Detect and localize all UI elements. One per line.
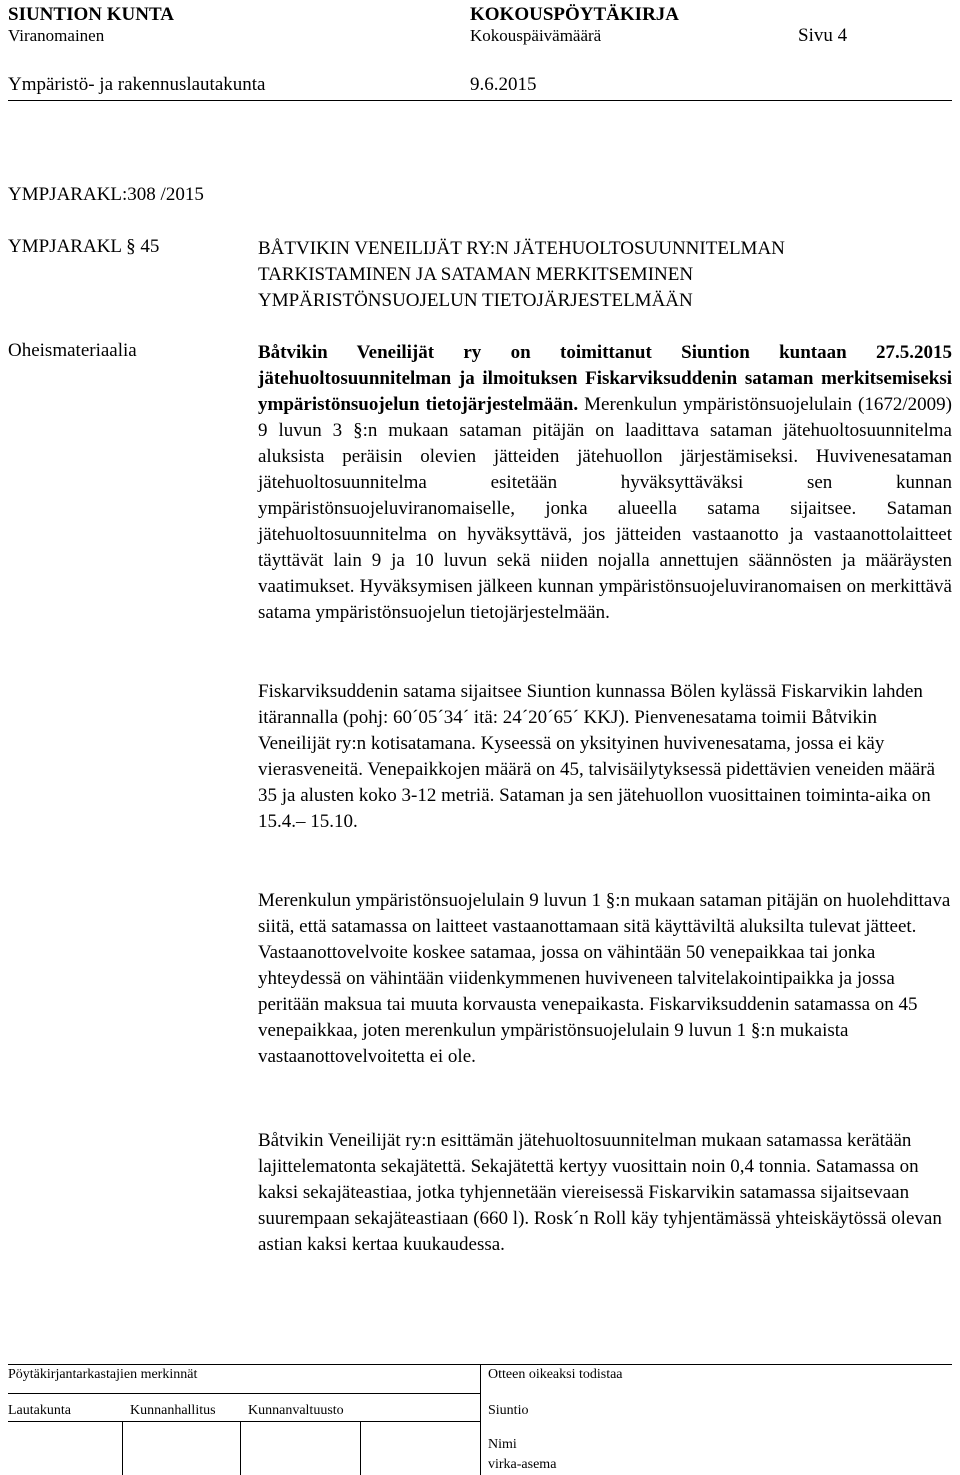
footer-place: Siuntio: [488, 1403, 529, 1418]
certified-label: Otteen oikeaksi todistaa: [488, 1367, 623, 1382]
footer-name-label: Nimi: [488, 1437, 517, 1452]
meeting-date-label: Kokouspäivämäärä: [470, 26, 602, 45]
footer-divider-mid: [8, 1393, 480, 1394]
document-body: [258, 340, 952, 626]
paragraph-1-text: Merenkulun ympäristönsuojelulain (1672/2009) 9 luvun 3 §:n mukaan sataman pitäjän on laadittava sataman jätehuoltosuunnitelma aluksista peräisin olevien jätteiden jätehuollon järjestämiseksi. Huvivenesataman jätehuoltosuunnitelma esitetään hyväksyttäväksi sen kunnan ympäristönsuojeluviranomaiselle, jonka alueella satama sijaitsee. Sataman jätehuoltosuunnitelma on hyväksyttävä, jos jätteiden vastaanotto ja vastaanottolaitteet täyttävät lain 9 ja 10 luvun sekä niiden nojalla annettujen säännösten ja määräysten vaatimukset. Hyväksymisen jälkeen kunnan ympäristönsuojeluviranomaisen on merkittävä satama ympäristönsuojelun tietojärjestelmään.: [258, 394, 952, 623]
footer-col-divider-3: [360, 1421, 361, 1475]
case-title-line: TARKISTAMINEN JA SATAMAN MERKITSEMINEN: [258, 264, 694, 285]
document-body-3: [258, 888, 952, 1070]
document-body-2: [258, 679, 952, 835]
footer-col-board: Lautakunta: [8, 1403, 71, 1418]
document-body-4: [258, 1128, 952, 1258]
footer-divider-vertical: [480, 1364, 481, 1475]
case-title: [258, 236, 785, 314]
paragraph-1-lead: Båtvikin Veneilijät ry on toimittanut Siuntion kuntaan 27.5.2015 jätehuoltosuunnitelman ja ilmoituksen Fiskarviksuddenin sataman merkitsemiseksi ympäristönsuojelun tietojärjestelmään.: [258, 342, 952, 415]
paragraph-4: Båtvikin Veneilijät ry:n esittämän jätehuoltosuunnitelman mukaan satamassa kerätään lajittelematonta sekajätettä. Sekajätettä kertyy vuosittain noin 0,4 tonnia. Satamassa on kaksi sekajäteastiaa, jotka tyhjennetään viereisessä Fiskarvikin satamassa sijaitsevaan suurempaan sekajäteastiaan (660 l). Rosk´n Roll käy tyhjentämässä yhteiskäytössä olevan astian kaksi kertaa kuukaudessa.: [258, 1130, 942, 1255]
municipality-name: SIUNTION KUNTA: [8, 4, 174, 25]
footer-col-divider-2: [240, 1421, 241, 1475]
header-divider: [8, 100, 952, 101]
reviewers-label: Pöytäkirjantarkastajien merkinnät: [8, 1367, 198, 1382]
paragraph-1: [258, 340, 952, 626]
document-type: KOKOUSPÖYTÄKIRJA: [470, 4, 680, 25]
attachments-label: Oheismateriaalia: [8, 340, 137, 361]
case-reference: YMPJARAKL:308 /2015: [8, 184, 204, 205]
case-title-line: YMPÄRISTÖNSUOJELUN TIETOJÄRJESTELMÄÄN: [258, 290, 693, 311]
section-number: YMPJARAKL § 45: [8, 236, 160, 257]
footer-divider-low: [8, 1421, 480, 1422]
footer-col-divider-1: [122, 1421, 123, 1475]
footer-col-assembly: Kunnanvaltuusto: [248, 1403, 344, 1418]
board-name: Ympäristö- ja rakennuslautakunta: [8, 74, 266, 95]
paragraph-3: Merenkulun ympäristönsuojelulain 9 luvun 1 §:n mukaan sataman pitäjän on huolehdittava siitä, että satamassa on laitteet vastaanottamaan sitä käyttäviltä aluksilta tulevat jätteet. Vastaanottovelvoite koskee satamaa, jossa on vähintään 50 venepaikkaa tai jonka yhteydessä on vähintään viidenkymmenen huviveneen talvitelakointipaikka ja jossa peritään maksua tai muuta korvausta venepaikasta. Fiskarviksuddenin satamassa on 45 venepaikkaa, joten merenkulun ympäristönsuojelulain 9 luvun 1 §:n mukaista vastaanottovelvoitetta ei ole.: [258, 890, 951, 1067]
page-number: Sivu 4: [798, 25, 848, 46]
paragraph-2: Fiskarviksuddenin satama sijaitsee Siuntion kunnassa Bölen kylässä Fiskarvikin lahden itärannalla (pohj: 60´05´34´ itä: 24´20´65´ KKJ). Pienvenesatama toimii Båtvikin Veneilijät ry:n kotisatamana. Kyseessä on yksityinen huvivenesatama, jossa ei käy vierasveneitä. Venepaikkojen määrä on 45, talvisäilytyksessä pidettävien veneiden määrä 35 ja alusten koko 3-12 metriä. Sataman ja sen jätehuollon vuosittainen toiminta-aika on 15.4.– 15.10.: [258, 681, 936, 832]
case-title-line: BÅTVIKIN VENEILIJÄT RY:N JÄTEHUOLTOSUUNNITELMAN: [258, 238, 785, 259]
footer-col-council: Kunnanhallitus: [130, 1403, 216, 1418]
authority-label: Viranomainen: [8, 26, 105, 45]
footer-title-label: virka-asema: [488, 1457, 557, 1472]
meeting-date: 9.6.2015: [470, 74, 537, 95]
